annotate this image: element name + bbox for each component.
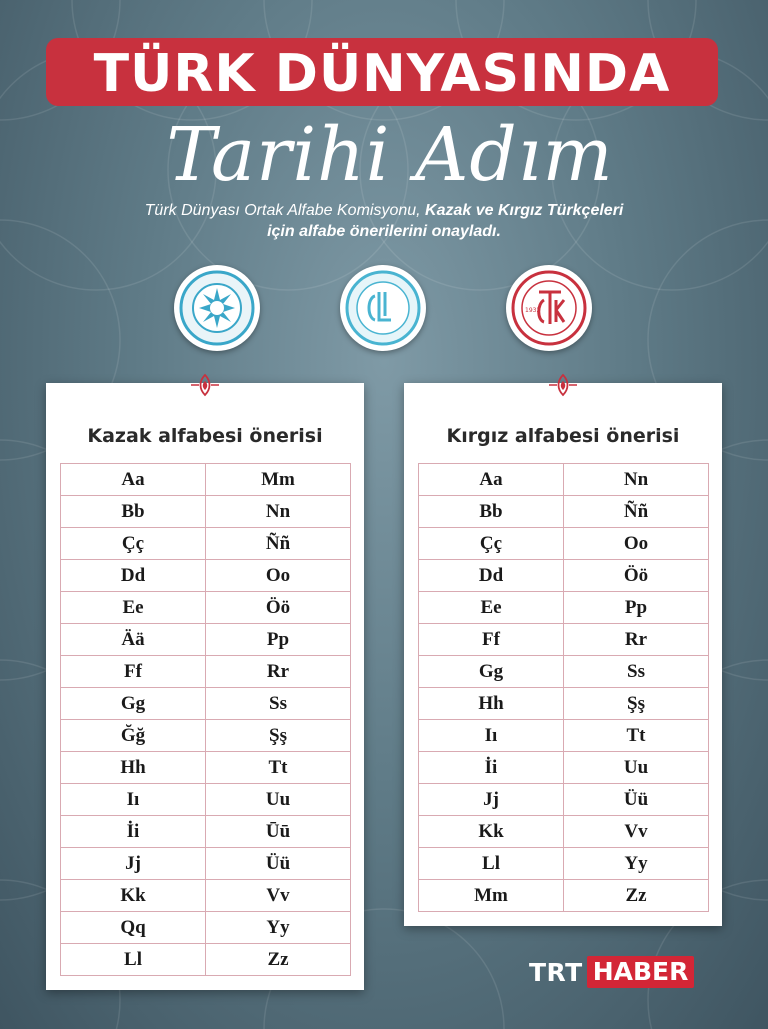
letter-cell: Aa [61,464,206,496]
letter-cell: Dd [61,560,206,592]
table-row [419,752,709,784]
letter-cell: Ññ [564,496,709,528]
letter-cell: Hh [61,752,206,784]
table-row [61,752,351,784]
letter-cell: Ññ [206,528,351,560]
letter-cell: Iı [419,720,564,752]
letter-cell: Yy [206,912,351,944]
letter-cell: Aa [419,464,564,496]
letter-cell: Üü [564,784,709,816]
trt-haber-logo [529,956,694,988]
letter-cell: Zz [206,944,351,976]
table-row [419,560,709,592]
table-row [419,528,709,560]
letter-cell: Pp [206,624,351,656]
letter-cell: Bb [61,496,206,528]
table-row [61,592,351,624]
letter-cell: Ğğ [61,720,206,752]
table-row [61,848,351,880]
turkish-language-association-logo [506,265,592,351]
letter-cell: Ee [419,592,564,624]
table-row [61,880,351,912]
table-row [61,816,351,848]
letter-cell: Ää [61,624,206,656]
letter-cell: Iı [61,784,206,816]
letter-cell: Ss [564,656,709,688]
table-row [419,880,709,912]
letter-cell: Mm [419,880,564,912]
letter-cell: Vv [564,816,709,848]
haber-text: HABER [587,956,695,988]
letter-cell: Oo [206,560,351,592]
subtitle [40,200,728,242]
kirgiz-alphabet-card [404,383,722,926]
table-row [61,496,351,528]
subtitle-bold-2: için alfabe önerilerini onayladı. [267,223,501,240]
letter-cell: Şş [564,688,709,720]
page-script-title: Tarihi Adım [166,112,614,198]
trt-text: TRT [529,957,583,987]
letter-cell: Öö [564,560,709,592]
turkic-states-emblem-icon [179,270,255,346]
kazak-alphabet-card [46,383,364,990]
table-row [61,912,351,944]
table-row [419,816,709,848]
table-row [61,656,351,688]
tdk-emblem-icon [511,270,587,346]
letter-cell: Nn [564,464,709,496]
letter-cell: Hh [419,688,564,720]
table-row [419,464,709,496]
letter-cell: Ūū [206,816,351,848]
letter-cell: Tt [564,720,709,752]
letter-cell: Uu [564,752,709,784]
letter-cell: Nn [206,496,351,528]
ornament-icon [549,373,577,397]
letter-cell: Çç [419,528,564,560]
table-row [419,784,709,816]
table-row [419,656,709,688]
letter-cell: Zz [564,880,709,912]
page-title: TÜRK DÜNYASINDA [93,44,671,104]
table-row [61,624,351,656]
letter-cell: Gg [61,688,206,720]
letter-cell: Ee [61,592,206,624]
table-row [419,496,709,528]
letter-cell: Vv [206,880,351,912]
letter-cell: Rr [564,624,709,656]
letter-cell: Ff [61,656,206,688]
letter-cell: Yy [564,848,709,880]
letter-cell: Qq [61,912,206,944]
table-row [61,688,351,720]
letter-cell: İi [419,752,564,784]
letter-cell: Kk [61,880,206,912]
turkic-academy-logo [340,265,426,351]
letter-cell: Oo [564,528,709,560]
organization-of-turkic-states-logo [174,265,260,351]
letter-cell: Ll [419,848,564,880]
table-row [419,720,709,752]
kirgiz-alphabet-table [418,463,709,912]
subtitle-bold-1: Kazak ve Kırgız Türkçeleri [425,202,624,219]
letter-cell: Kk [419,816,564,848]
kirgiz-card-title: Kırgız alfabesi önerisi [446,425,680,447]
table-row [61,784,351,816]
letter-cell: Öö [206,592,351,624]
table-row [419,592,709,624]
letter-cell: Ll [61,944,206,976]
table-row [61,464,351,496]
letter-cell: Jj [61,848,206,880]
kazak-alphabet-table [60,463,351,976]
letter-cell: Ff [419,624,564,656]
table-row [61,560,351,592]
table-row [419,848,709,880]
table-row [61,528,351,560]
letter-cell: Dd [419,560,564,592]
letter-cell: Üü [206,848,351,880]
letter-cell: Çç [61,528,206,560]
ornament-icon [191,373,219,397]
tdk-year: 1932 [525,307,541,314]
letter-cell: Tt [206,752,351,784]
letter-cell: Bb [419,496,564,528]
letter-cell: İi [61,816,206,848]
letter-cell: Jj [419,784,564,816]
table-row [419,624,709,656]
letter-cell: Gg [419,656,564,688]
kazak-card-title: Kazak alfabesi önerisi [87,425,323,447]
table-row [61,944,351,976]
table-row [61,720,351,752]
subtitle-regular: Türk Dünyası Ortak Alfabe Komisyonu, [144,202,426,219]
letter-cell: Şş [206,720,351,752]
letter-cell: Rr [206,656,351,688]
table-row [419,688,709,720]
letter-cell: Ss [206,688,351,720]
letter-cell: Pp [564,592,709,624]
letter-cell: Uu [206,784,351,816]
turkic-academy-emblem-icon [345,270,421,346]
letter-cell: Mm [206,464,351,496]
